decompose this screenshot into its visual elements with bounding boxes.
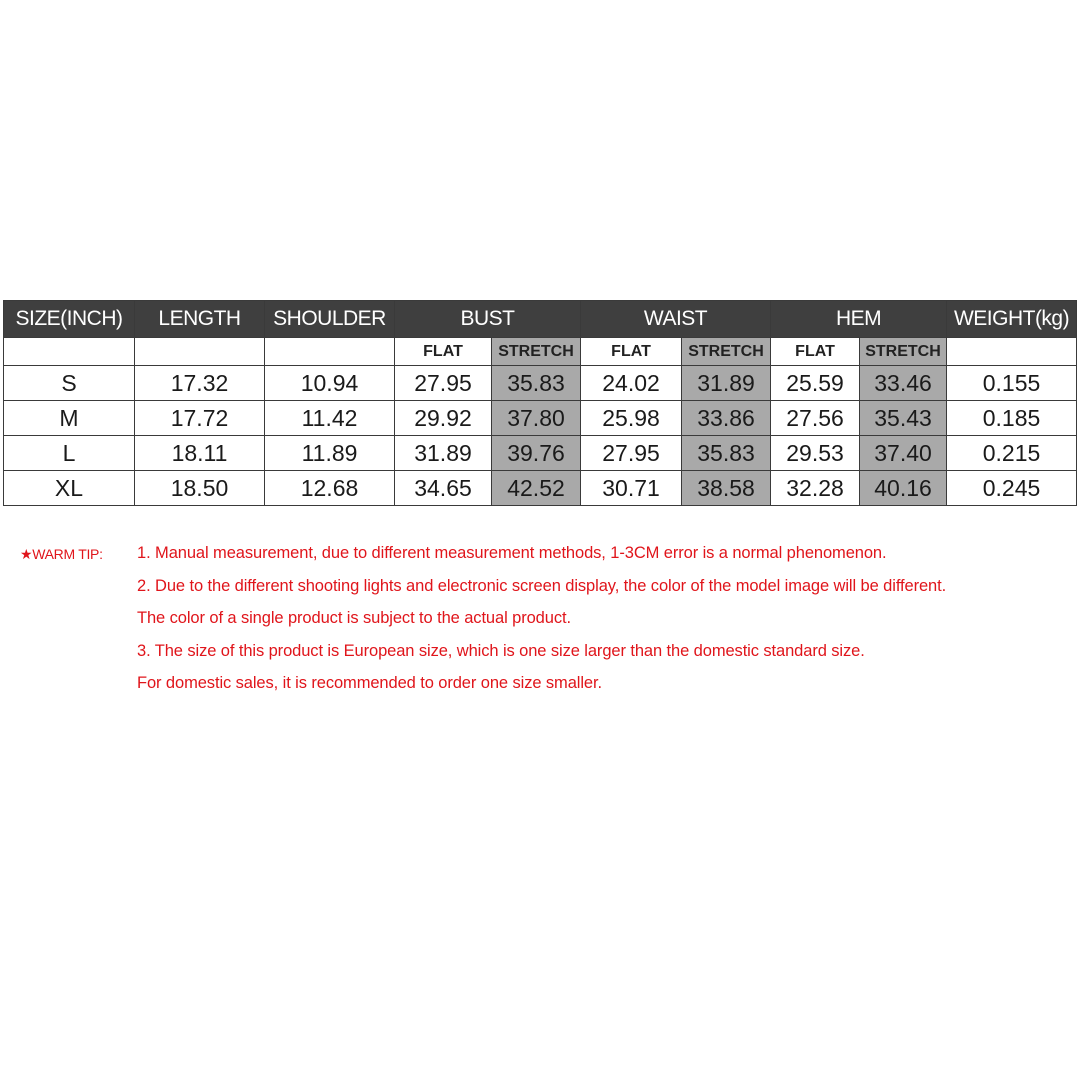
cell-weight: 0.155 bbox=[947, 366, 1077, 401]
subheader-waist-stretch: STRETCH bbox=[682, 338, 771, 366]
table-header-row bbox=[4, 301, 1077, 338]
cell-weight: 0.245 bbox=[947, 471, 1077, 506]
tip-line: The color of a single product is subject to the actual product. bbox=[137, 609, 571, 627]
tip-line: 1. Manual measurement, due to different measurement methods, 1-3CM error is a normal phenomenon. bbox=[137, 544, 887, 562]
tip-line: 2. Due to the different shooting lights and electronic screen display, the color of the model image will be different. bbox=[137, 577, 947, 595]
cell-shoulder: 11.42 bbox=[265, 401, 395, 436]
subheader-hem-flat: FLAT bbox=[771, 338, 860, 366]
table-subheader-row bbox=[4, 338, 1077, 366]
cell-weight: 0.185 bbox=[947, 401, 1077, 436]
cell-waist-flat: 24.02 bbox=[581, 366, 682, 401]
cell-length: 18.50 bbox=[135, 471, 265, 506]
size-chart-table bbox=[3, 300, 1077, 506]
cell-waist-stretch: 35.83 bbox=[682, 436, 771, 471]
cell-hem-flat: 27.56 bbox=[771, 401, 860, 436]
cell-waist-stretch: 31.89 bbox=[682, 366, 771, 401]
subheader-hem-stretch: STRETCH bbox=[860, 338, 947, 366]
cell-bust-stretch: 35.83 bbox=[492, 366, 581, 401]
cell-shoulder: 10.94 bbox=[265, 366, 395, 401]
header-bust: BUST bbox=[395, 301, 581, 338]
cell-bust-stretch: 42.52 bbox=[492, 471, 581, 506]
header-hem: HEM bbox=[771, 301, 947, 338]
cell-hem-flat: 29.53 bbox=[771, 436, 860, 471]
cell-waist-flat: 25.98 bbox=[581, 401, 682, 436]
cell-hem-stretch: 37.40 bbox=[860, 436, 947, 471]
tip-line: For domestic sales, it is recommended to order one size smaller. bbox=[137, 674, 602, 692]
cell-shoulder: 12.68 bbox=[265, 471, 395, 506]
cell-waist-stretch: 38.58 bbox=[682, 471, 771, 506]
subheader-empty bbox=[4, 338, 135, 366]
header-waist: WAIST bbox=[581, 301, 771, 338]
cell-bust-flat: 27.95 bbox=[395, 366, 492, 401]
subheader-bust-stretch: STRETCH bbox=[492, 338, 581, 366]
cell-bust-flat: 31.89 bbox=[395, 436, 492, 471]
subheader-empty bbox=[135, 338, 265, 366]
table-row-s bbox=[4, 366, 1077, 401]
cell-waist-flat: 30.71 bbox=[581, 471, 682, 506]
cell-size: M bbox=[4, 401, 135, 436]
table-row-l bbox=[4, 436, 1077, 471]
cell-hem-stretch: 35.43 bbox=[860, 401, 947, 436]
cell-size: S bbox=[4, 366, 135, 401]
subheader-bust-flat: FLAT bbox=[395, 338, 492, 366]
cell-bust-stretch: 37.80 bbox=[492, 401, 581, 436]
header-shoulder: SHOULDER bbox=[265, 301, 395, 338]
warm-tip-label: ★WARM TIP: bbox=[20, 546, 103, 562]
cell-bust-flat: 34.65 bbox=[395, 471, 492, 506]
cell-bust-flat: 29.92 bbox=[395, 401, 492, 436]
cell-weight: 0.215 bbox=[947, 436, 1077, 471]
cell-length: 17.72 bbox=[135, 401, 265, 436]
subheader-empty bbox=[265, 338, 395, 366]
header-length: LENGTH bbox=[135, 301, 265, 338]
cell-hem-flat: 25.59 bbox=[771, 366, 860, 401]
cell-shoulder: 11.89 bbox=[265, 436, 395, 471]
header-size: SIZE(INCH) bbox=[4, 301, 135, 338]
cell-length: 18.11 bbox=[135, 436, 265, 471]
cell-size: XL bbox=[4, 471, 135, 506]
subheader-empty bbox=[947, 338, 1077, 366]
cell-waist-stretch: 33.86 bbox=[682, 401, 771, 436]
cell-hem-stretch: 33.46 bbox=[860, 366, 947, 401]
cell-length: 17.32 bbox=[135, 366, 265, 401]
table-row-xl bbox=[4, 471, 1077, 506]
cell-hem-flat: 32.28 bbox=[771, 471, 860, 506]
cell-bust-stretch: 39.76 bbox=[492, 436, 581, 471]
cell-hem-stretch: 40.16 bbox=[860, 471, 947, 506]
header-weight: WEIGHT(kg) bbox=[947, 301, 1077, 338]
subheader-waist-flat: FLAT bbox=[581, 338, 682, 366]
tip-line: 3. The size of this product is European size, which is one size larger than the domestic standard size. bbox=[137, 642, 865, 660]
cell-waist-flat: 27.95 bbox=[581, 436, 682, 471]
table-row-m bbox=[4, 401, 1077, 436]
cell-size: L bbox=[4, 436, 135, 471]
